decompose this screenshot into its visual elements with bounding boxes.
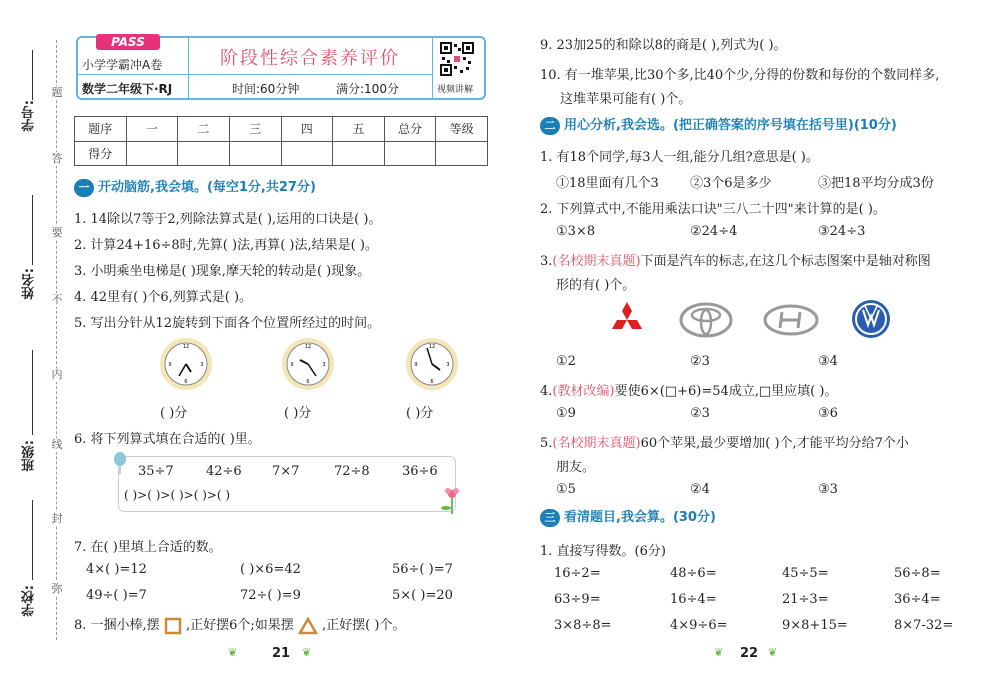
s2-question-1: 1. 有18个同学,每3人一组,能分几组?意思是( )。 <box>540 150 819 165</box>
expression: 7×7 <box>272 464 300 479</box>
full-score: 满分:100分 <box>336 82 399 96</box>
svg-text:3: 3 <box>446 362 450 368</box>
fill-item[interactable]: 49÷( )=7 <box>86 588 147 603</box>
option[interactable]: ①2 <box>556 354 576 369</box>
calc-item[interactable]: 48÷6= <box>670 566 717 581</box>
seal-char: 题 <box>51 86 63 99</box>
calc-item[interactable]: 4×9÷6= <box>670 618 728 633</box>
question-5: 5. 写出分针从12旋转到下面各个位置所经过的时间。 <box>74 316 381 331</box>
question-number: 5. <box>540 436 553 451</box>
class-label: 班级: <box>22 440 37 472</box>
question-10: 10. 有一堆苹果,比30个多,比40个少,分得的份数和每份的个数同样多, <box>540 68 940 83</box>
clock-answer[interactable]: ( )分 <box>284 406 312 421</box>
option[interactable]: ③4 <box>818 354 838 369</box>
page-number: 22 <box>740 646 759 661</box>
table-cell: 三 <box>229 117 281 142</box>
triangle-icon <box>298 617 318 635</box>
seal-char: 弥 <box>51 582 63 595</box>
svg-text:3: 3 <box>200 362 204 368</box>
option[interactable]: ③24÷3 <box>818 224 866 239</box>
score-cell[interactable] <box>229 141 281 166</box>
s2-question-2: 2. 下列算式中,不能用乘法口诀"三八二十四"来计算的是( )。 <box>540 202 886 217</box>
question-10-cont: 这堆苹果可能有( )个。 <box>560 92 692 107</box>
page-title: 阶段性综合素养评价 <box>220 48 400 69</box>
svg-text:6: 6 <box>430 379 434 385</box>
flower-icon <box>434 486 464 516</box>
calc-item[interactable]: 9×8+15= <box>782 618 848 633</box>
header-divider <box>188 36 189 100</box>
question-text: 60个苹果,最少要增加( )个,才能平均分给7个小 <box>640 436 909 451</box>
svg-text:9: 9 <box>290 362 294 368</box>
option[interactable]: ③3 <box>818 482 838 497</box>
student-id-line <box>32 50 33 100</box>
section-1-heading <box>74 178 316 198</box>
question-2: 2. 计算24+16÷8时,先算( )法,再算( )法,结果是( )。 <box>74 238 378 253</box>
calc-item[interactable]: 21÷3= <box>782 592 829 607</box>
source-tag: (名校期末真题) <box>552 436 641 451</box>
table-cell: 题序 <box>75 117 127 142</box>
svg-text:12: 12 <box>428 344 436 350</box>
score-cell[interactable] <box>436 141 488 166</box>
section-title: 用心分析,我会选。(把正确答案的序号填在括号里)(10分) <box>564 118 897 133</box>
table-cell: 总分 <box>384 117 436 142</box>
score-cell[interactable] <box>333 141 385 166</box>
s2-question-5 <box>540 432 909 451</box>
qr-code-icon[interactable] <box>440 42 474 76</box>
question-4: 4. 42里有( )个6,列算式是( )。 <box>74 290 253 305</box>
expression: 42÷6 <box>206 464 242 479</box>
question-6: 6. 将下列算式填在合适的( )里。 <box>74 432 261 447</box>
option[interactable]: ③把18平均分成3份 <box>818 176 934 191</box>
page-number: 21 <box>272 646 291 661</box>
table-cell: 一 <box>126 117 178 142</box>
clock-icon <box>404 336 460 392</box>
option[interactable]: ①9 <box>556 406 576 421</box>
svg-text:9: 9 <box>168 362 172 368</box>
seal-char: 封 <box>51 512 63 525</box>
table-cell: 等级 <box>436 117 488 142</box>
section-number: 三 <box>540 509 560 527</box>
brand-logo: PASS <box>96 34 160 50</box>
square-icon <box>164 617 182 635</box>
calc-item[interactable]: 36÷4= <box>894 592 941 607</box>
calc-item[interactable]: 63÷9= <box>554 592 601 607</box>
svg-text:6: 6 <box>306 379 310 385</box>
question-1: 1. 14除以7等于2,列除法算式是( ),运用的口诀是( )。 <box>74 212 382 227</box>
table-cell: 二 <box>178 117 230 142</box>
svg-text:9: 9 <box>414 362 418 368</box>
clock-answer[interactable]: ( )分 <box>160 406 188 421</box>
score-cell[interactable] <box>384 141 436 166</box>
student-id-label: 学号: <box>22 100 37 132</box>
option[interactable]: ②3 <box>690 354 710 369</box>
sprout-icon: ❦ <box>768 646 778 659</box>
time-limit: 时间:60分钟 <box>232 82 300 96</box>
source-tag: (教材改编) <box>552 384 615 399</box>
fill-item[interactable]: 5×( )=20 <box>392 588 453 603</box>
sprout-icon: ❦ <box>714 646 724 659</box>
fill-item[interactable]: ( )×6=42 <box>240 562 301 577</box>
expression: 72÷8 <box>334 464 370 479</box>
s2-question-3-cont: 形的有( )个。 <box>556 278 636 293</box>
question-3: 3. 小明乘坐电梯是( )现象,摩天轮的转动是( )现象。 <box>74 264 371 279</box>
header-divider <box>76 74 188 75</box>
option[interactable]: ①18里面有几个3 <box>556 176 659 191</box>
question-8-part: 8. 一捆小棒,摆 <box>74 618 160 633</box>
question-text: 下面是汽车的标志,在这几个标志图案中是轴对称图 <box>640 254 931 269</box>
score-table <box>74 116 488 166</box>
section-number: 二 <box>540 117 560 135</box>
calc-item[interactable]: 56÷8= <box>894 566 941 581</box>
hyundai-logo <box>762 300 820 340</box>
binding-column <box>0 0 70 686</box>
section-3-heading <box>540 508 716 528</box>
svg-text:12: 12 <box>304 344 312 350</box>
calc-item[interactable]: 45÷5= <box>782 566 829 581</box>
seal-char: 线 <box>51 438 63 451</box>
toyota-logo <box>678 300 734 340</box>
s2-question-5-cont: 朋友。 <box>556 460 596 475</box>
s2-question-4 <box>540 380 837 399</box>
fill-item[interactable]: 72÷( )=9 <box>240 588 301 603</box>
school-line <box>32 500 33 580</box>
class-line <box>32 350 33 435</box>
score-cell[interactable] <box>178 141 230 166</box>
svg-text:3: 3 <box>322 362 326 368</box>
svg-text:6: 6 <box>184 379 188 385</box>
section-2-heading <box>540 116 897 136</box>
balloon-icon <box>112 452 128 474</box>
option[interactable]: ③6 <box>818 406 838 421</box>
s2-question-3 <box>540 250 931 269</box>
expression: 36÷6 <box>402 464 438 479</box>
option[interactable]: ②3 <box>690 406 710 421</box>
calc-item[interactable]: 8×7-32= <box>894 618 954 633</box>
clock-icon <box>158 336 214 392</box>
seal-line <box>56 40 57 640</box>
question-number: 3. <box>540 254 553 269</box>
qr-caption: 视频讲解 <box>437 85 474 95</box>
sprout-icon: ❦ <box>228 646 238 659</box>
clock-answer[interactable]: ( )分 <box>406 406 434 421</box>
table-cell: 四 <box>281 117 333 142</box>
school-label: 学校: <box>22 585 37 617</box>
seal-char: 要 <box>51 226 63 239</box>
seal-char: 答 <box>51 152 63 165</box>
section-title: 开动脑筋,我会填。(每空1分,共27分) <box>98 180 316 195</box>
option[interactable]: ②4 <box>690 482 710 497</box>
fill-item[interactable]: 56÷( )=7 <box>392 562 453 577</box>
option[interactable]: ①5 <box>556 482 576 497</box>
calc-item[interactable]: 3×8÷8= <box>554 618 612 633</box>
name-label: 姓名: <box>22 268 37 300</box>
option[interactable]: ①3×8 <box>556 224 596 239</box>
fill-item[interactable]: 4×( )=12 <box>86 562 147 577</box>
section-title: 看清题目,我会算。(30分) <box>564 510 716 525</box>
table-cell: 五 <box>333 117 385 142</box>
grade-label: 数学二年级下·RJ <box>82 82 173 96</box>
order-blanks[interactable]: ( )>( )>( )>( )>( ) <box>124 488 231 502</box>
table-cell: 得分 <box>75 141 127 166</box>
clock-icon <box>280 336 336 392</box>
calc-item[interactable]: 16÷4= <box>670 592 717 607</box>
option[interactable]: ②24÷4 <box>690 224 738 239</box>
source-tag: (名校期末真题) <box>552 254 641 269</box>
table-row <box>75 141 488 166</box>
header-divider <box>432 36 433 100</box>
seal-char: 不 <box>51 293 63 306</box>
series-name: 小学学霸冲A卷 <box>82 58 163 72</box>
question-number: 4. <box>540 384 553 399</box>
volkswagen-logo <box>850 298 892 340</box>
question-8 <box>74 614 405 635</box>
score-cell[interactable] <box>281 141 333 166</box>
question-text: 要使6×(□+6)=54成立,□里应填( )。 <box>614 384 838 399</box>
s3-question-1: 1. 直接写得数。(6分) <box>540 544 666 559</box>
question-8-part: ,正好摆( )个。 <box>322 618 406 633</box>
sprout-icon: ❦ <box>302 646 312 659</box>
calc-item[interactable]: 16÷2= <box>554 566 601 581</box>
expression: 35÷7 <box>138 464 174 479</box>
question-9: 9. 23加25的和除以8的商是( ),列式为( )。 <box>540 38 787 53</box>
svg-text:12: 12 <box>182 344 190 350</box>
section-number: 一 <box>74 179 94 197</box>
name-line <box>32 195 33 265</box>
question-8-part: ,正好摆6个;如果摆 <box>185 618 294 633</box>
header-divider <box>188 74 432 75</box>
table-row <box>75 117 488 142</box>
option[interactable]: ②3个6是多少 <box>690 176 772 191</box>
score-cell[interactable] <box>126 141 178 166</box>
mitsubishi-logo <box>604 300 650 340</box>
question-7: 7. 在( )里填上合适的数。 <box>74 540 222 555</box>
seal-char: 内 <box>51 368 63 381</box>
